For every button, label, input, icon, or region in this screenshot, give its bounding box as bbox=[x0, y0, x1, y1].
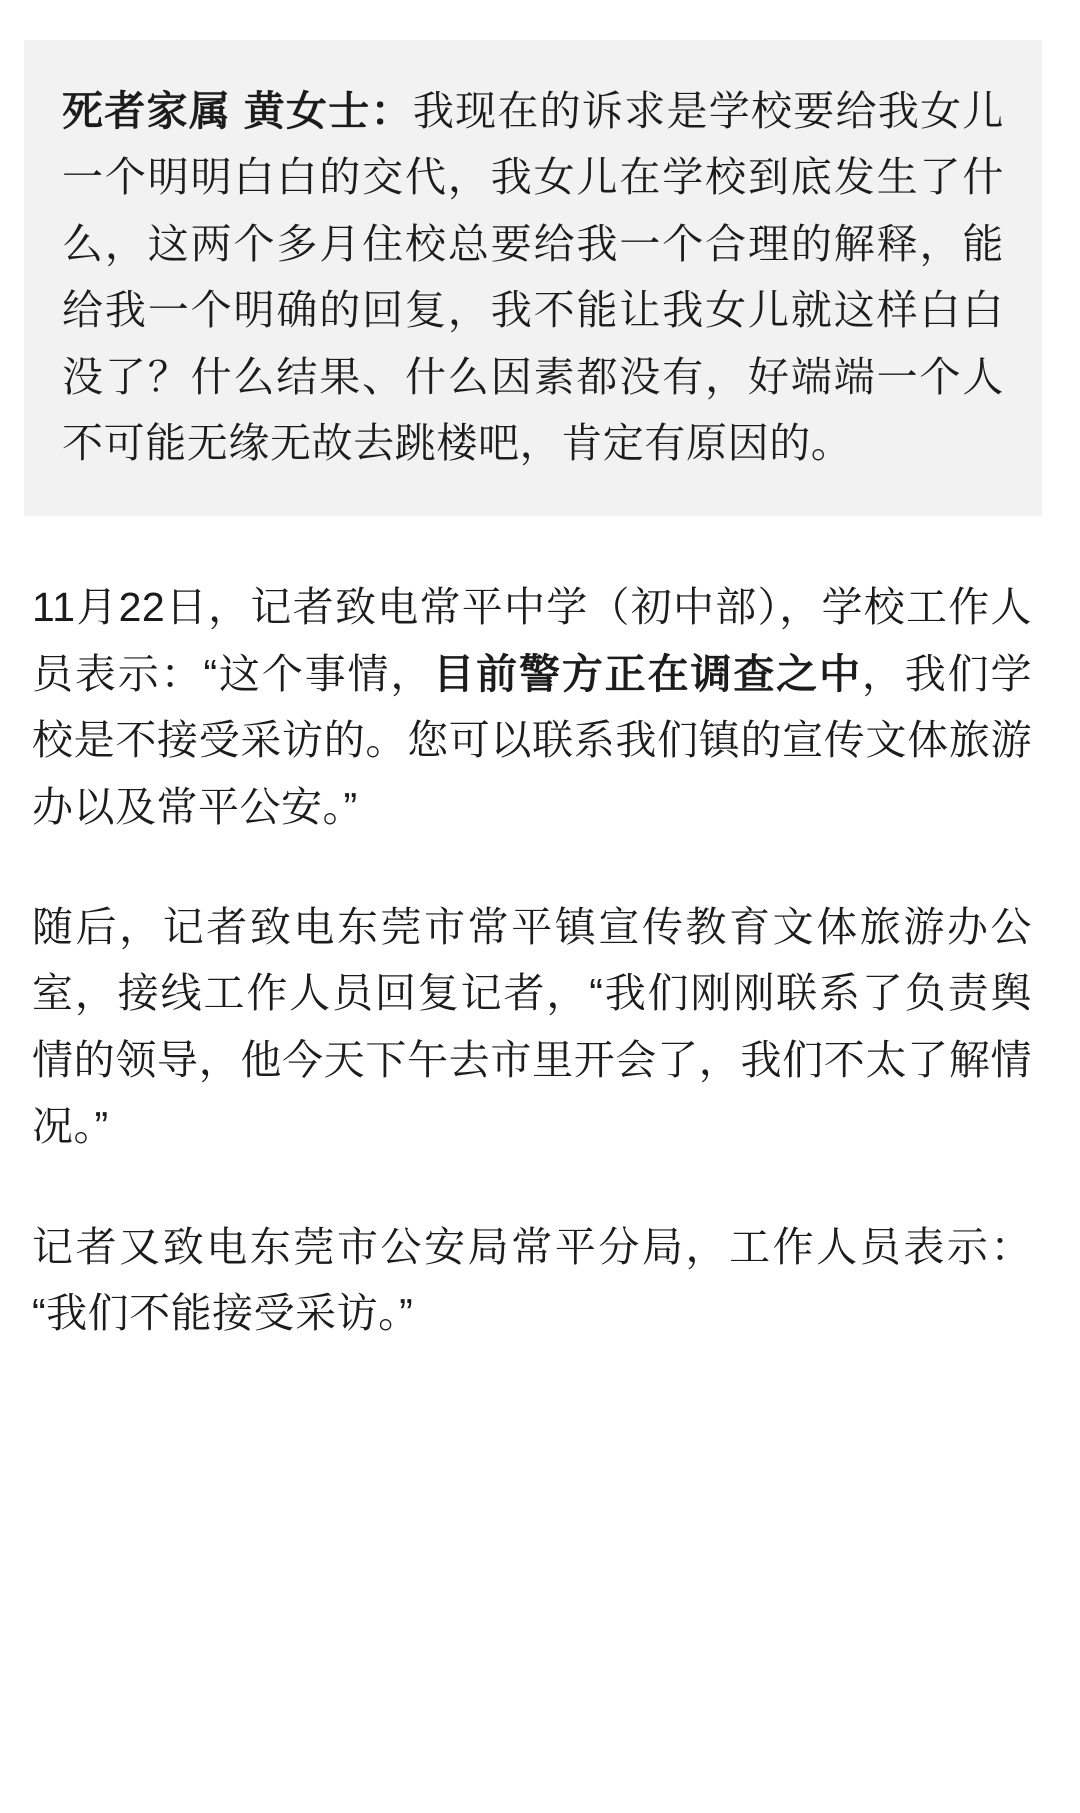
body-text: 记者又致电东莞市公安局常平分局，工作人员表示：“我们不能接受采访。” bbox=[32, 1223, 1032, 1337]
article-paragraph-2 bbox=[24, 894, 1042, 1160]
emphasis-text: 目前警方正在调查之中 bbox=[433, 650, 862, 697]
quote-body-text: 我现在的诉求是学校要给我女儿一个明明白白的交代，我女儿在学校到底发生了什么，这两个多月住校总要给我一个合理的解释，能给我一个明确的回复，我不能让我女儿就这样白白没了？什么结果、什么因素都没有，好端端一个人不可能无缘无故去跳楼吧，肯定有原因的。 bbox=[62, 88, 1004, 467]
family-statement-quote bbox=[24, 40, 1042, 516]
body-text: ，我们学校是不接受采访的。您可以联系我们镇的宣传文体旅游办以及常平公安。” bbox=[32, 650, 1033, 830]
article-paragraph-3 bbox=[24, 1214, 1042, 1347]
quote-paragraph bbox=[62, 78, 1004, 476]
quote-speaker-label: 死者家属 黄女士： bbox=[62, 88, 413, 134]
article-paragraph-1 bbox=[24, 574, 1042, 840]
body-text: 11月22日，记者致电常平中学（初中部），学校工作人员表示：“这个事情， bbox=[32, 584, 1032, 697]
body-text: 随后，记者致电东莞市常平镇宣传教育文体旅游办公室，接线工作人员回复记者，“我们刚刚联系了负责舆情的领导，他今天下午去市里开会了，我们不太了解情况。” bbox=[32, 904, 1032, 1150]
